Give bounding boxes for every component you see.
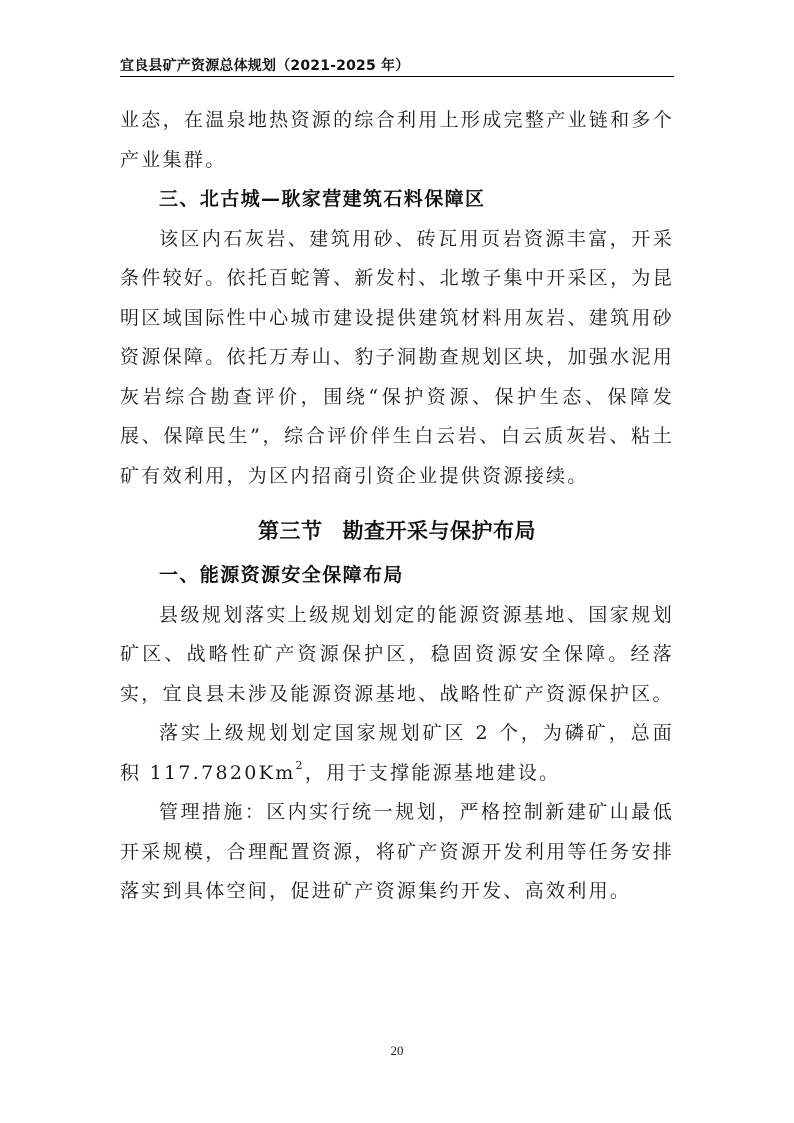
paragraph-text-after-superscript: ，用于支撑能源基地建设。: [304, 761, 561, 784]
subsection-heading-energy-security: 一、能源资源安全保障布局: [159, 564, 404, 586]
paragraph-text-before-superscript: 落实上级规划划定国家规划矿区 2 个，为磷矿，总面积 117.7820Km: [120, 722, 674, 784]
header-rule: [120, 76, 674, 77]
section-heading-beiguchen: 三、北古城—耿家营建筑石料保障区: [159, 188, 486, 210]
page-number: 20: [390, 1043, 404, 1058]
paragraph-energy-security-2: [120, 714, 674, 793]
chapter-section-title: 勘查开采与保护布局: [342, 519, 536, 543]
superscript-square: 2: [295, 759, 305, 773]
chapter-section-number: 第三节: [258, 519, 323, 543]
paragraph-continued: 业态，在温泉地热资源的综合利用上形成完整产业链和多个产业集群。: [120, 109, 674, 171]
paragraph-building-stone-zone: 该区内石灰岩、建筑用砂、砖瓦用页岩资源丰富，开采条件较好。依托百蛇箐、新发村、北墩子集中开采区，为昆明区域国际性中心城市建设提供建筑材料用灰岩、建筑用砂资源保障。依托万寿山、豹子洞勘查规划区块，加强水泥用灰岩综合勘查评价，围绕“保护资源、保护生态、保障发展、保障民生”，综合评价伴生白云岩、白云质灰岩、粘土矿有效利用，为区内招商引资企业提供资源接续。: [120, 227, 674, 487]
paragraph-management-measures: 管理措施：区内实行统一规划，严格控制新建矿山最低开采规模，合理配置资源，将矿产资源开发利用等任务安排落实到具体空间，促进矿产资源集约开发、高效利用。: [120, 801, 674, 902]
chapter-section-heading: [120, 508, 674, 554]
running-header: 宜良县矿产资源总体规划（2021-2025 年）: [120, 58, 410, 74]
document-body: [120, 101, 674, 912]
paragraph-energy-security-1: 县级规划落实上级规划划定的能源资源基地、国家规划矿区、战略性矿产资源保护区，稳固资源安全保障。经落实，宜良县未涉及能源资源基地、战略性矿产资源保护区。: [120, 603, 674, 705]
